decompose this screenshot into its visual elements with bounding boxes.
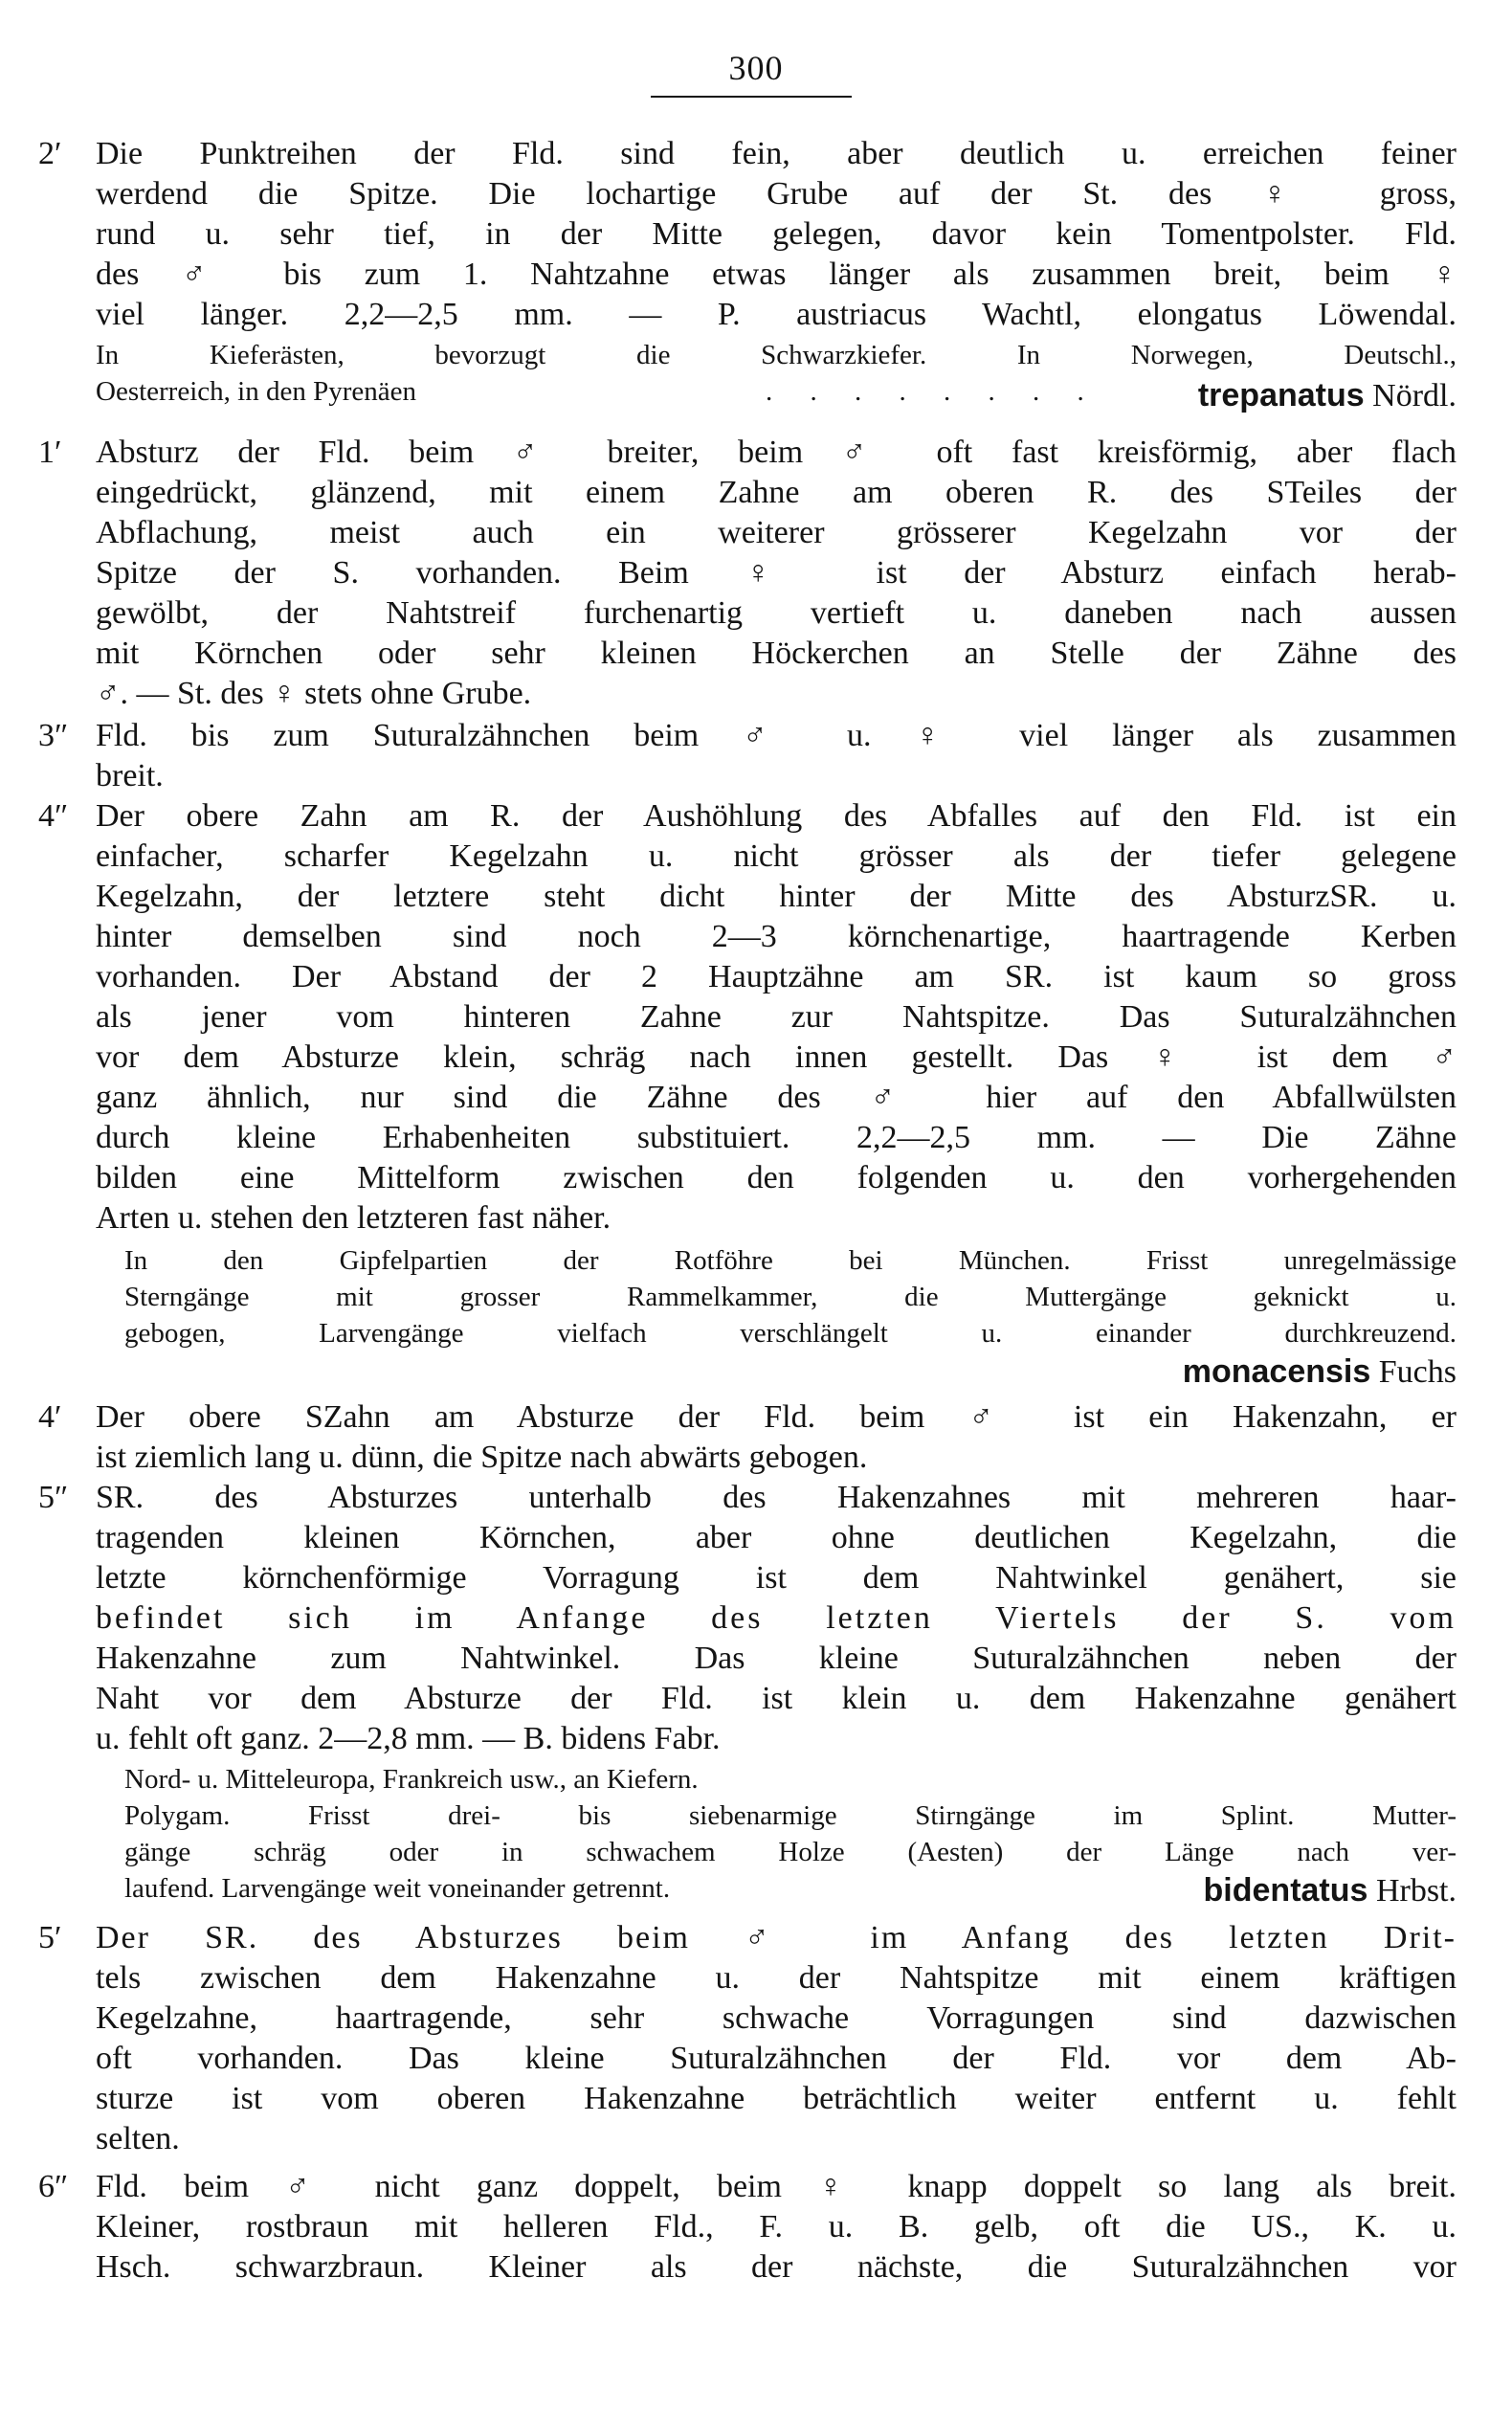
- entry-marker: 1′: [38, 435, 62, 470]
- entry-text: [96, 2167, 1456, 2288]
- text-line: selten.: [96, 2121, 180, 2156]
- species-name: [1204, 1870, 1456, 1910]
- text-line: viel länger. 2,2—2,5 mm. — P. austriacus Wachtl, elongatus Löwendal.: [96, 297, 1456, 332]
- text-line: befindet sich im Anfange des letzten Viertels der S. vom: [96, 1600, 1456, 1636]
- text-line: durch kleine Erhabenheiten substituiert. 2,2—2,5 mm. — Die Zähne: [96, 1120, 1456, 1155]
- entry-marker: 4′: [38, 1399, 62, 1435]
- entry-text: [96, 796, 1456, 1239]
- text-line: Arten u. stehen den letzteren fast näher.: [96, 1200, 611, 1236]
- text-line: Der obere SZahn am Absturze der Fld. beim ♂ ist ein Hakenzahn, er: [96, 1399, 1456, 1435]
- entry-marker: 3″: [38, 718, 69, 753]
- text-line: des ♂ bis zum 1. Nahtzahne etwas länger als zusammen breit, beim ♀: [96, 257, 1456, 292]
- species-author: Fuchs: [1378, 1354, 1456, 1390]
- species-label: trepanatus: [1197, 377, 1365, 413]
- text-line: eingedrückt, glänzend, mit einem Zahne am oberen R. des STeiles der: [96, 475, 1456, 510]
- text-line: Der obere Zahn am R. der Aushöhlung des Abfalles auf den Fld. ist ein: [96, 798, 1456, 834]
- note-line: gänge schräg oder in schwachem Holze (Aesten) der Länge nach ver-: [124, 1837, 1456, 1867]
- species-author: Hrbst.: [1375, 1873, 1456, 1909]
- species-author: Nördl.: [1372, 378, 1456, 413]
- text-line: Der SR. des Absturzes beim ♂ im Anfang des letzten Drit-: [96, 1920, 1456, 1955]
- text-line: ganz ähnlich, nur sind die Zähne des ♂ hier auf den Abfallwülsten: [96, 1080, 1456, 1115]
- text-line: letzte körnchenförmige Vorragung ist dem Nahtwinkel genähert, sie: [96, 1560, 1456, 1596]
- text-line: Fld. bis zum Suturalzähnchen beim ♂ u. ♀ viel länger als zusammen: [96, 718, 1456, 753]
- text-line: Die Punktreihen der Fld. sind fein, aber deutlich u. erreichen feiner: [96, 136, 1456, 171]
- habitat-note: [124, 1242, 1456, 1351]
- note-line-text: Oesterreich, in den Pyrenäen: [96, 376, 416, 407]
- text-line: Kegelzahn, der letztere steht dicht hinter der Mitte des AbsturzSR. u.: [96, 879, 1456, 914]
- note-line: In Kieferästen, bevorzugt die Schwarzkiefer. In Norwegen, Deutschl.,: [96, 340, 1456, 370]
- entry-text: [96, 1397, 1456, 1478]
- text-line: als jener vom hinteren Zahne zur Nahtspitze. Das Suturalzähnchen: [96, 999, 1456, 1035]
- text-line: breit.: [96, 758, 164, 793]
- entry-text: [96, 134, 1456, 335]
- text-line: tragenden kleinen Körnchen, aber ohne deutlichen Kegelzahn, die: [96, 1520, 1456, 1555]
- note-line: Nord- u. Mitteleuropa, Frankreich usw., an Kiefern.: [124, 1764, 699, 1795]
- text-line: vorhanden. Der Abstand der 2 Hauptzähne am SR. ist kaum so gross: [96, 959, 1456, 994]
- species-label: monacensis: [1182, 1353, 1371, 1390]
- note-line: laufend. Larvengänge weit voneinander getrennt.: [124, 1873, 671, 1904]
- text-line: Absturz der Fld. beim ♂ breiter, beim ♂ oft fast kreisförmig, aber flach: [96, 435, 1456, 470]
- text-line: Naht vor dem Absturze der Fld. ist klein u. dem Hakenzahne genähert: [96, 1681, 1456, 1716]
- entry-marker: 5″: [38, 1480, 69, 1515]
- text-line: ist ziemlich lang u. dünn, die Spitze nach abwärts gebogen.: [96, 1440, 868, 1475]
- document-page: [38, 0, 1474, 2434]
- species-name: [1198, 375, 1456, 415]
- text-line: Spitze der S. vorhanden. Beim ♀ ist der Absturz einfach herab-: [96, 555, 1456, 591]
- text-line: rund u. sehr tief, in der Mitte gelegen, davor kein Tomentpolster. Fld.: [96, 216, 1456, 252]
- text-line: Fld. beim ♂ nicht ganz doppelt, beim ♀ knapp doppelt so lang als breit.: [96, 2169, 1456, 2204]
- note-line: gebogen, Larvengänge vielfach verschlängelt u. einander durchkreuzend.: [124, 1318, 1456, 1349]
- note-line: Sterngänge mit grosser Rammelkammer, die Muttergänge geknickt u.: [124, 1282, 1456, 1312]
- entry-text: [96, 433, 1456, 714]
- entry-marker: 6″: [38, 2169, 69, 2204]
- text-line: ♂. — St. des ♀ stets ohne Grube.: [96, 676, 532, 711]
- species-label: bidentatus: [1203, 1872, 1368, 1909]
- text-line: oft vorhanden. Das kleine Suturalzähnchen der Fld. vor dem Ab-: [96, 2041, 1456, 2076]
- text-line: Kegelzahne, haartragende, sehr schwache Vorragungen sind dazwischen: [96, 2000, 1456, 2036]
- text-line: werdend die Spitze. Die lochartige Grube auf der St. des ♀ gross,: [96, 176, 1456, 212]
- text-line: Hakenzahne zum Nahtwinkel. Das kleine Suturalzähnchen neben der: [96, 1641, 1456, 1676]
- note-line: Polygam. Frisst drei- bis siebenarmige Stirngänge im Splint. Mutter-: [124, 1800, 1456, 1831]
- text-line: mit Körnchen oder sehr kleinen Höckerchen an Stelle der Zähne des: [96, 636, 1456, 671]
- text-line: gewölbt, der Nahtstreif furchenartig vertieft u. daneben nach aussen: [96, 595, 1456, 631]
- text-line: Hsch. schwarzbraun. Kleiner als der nächste, die Suturalzähnchen vor: [96, 2249, 1456, 2285]
- entry-marker: 4″: [38, 798, 69, 834]
- text-line: tels zwischen dem Hakenzahne u. der Nahtspitze mit einem kräftigen: [96, 1960, 1456, 1996]
- note-line: In den Gipfelpartien der Rotföhre bei München. Frisst unregelmässige: [124, 1245, 1456, 1276]
- page-number: 300: [728, 49, 784, 87]
- page-number-rule: [651, 96, 852, 98]
- text-line: SR. des Absturzes unterhalb des Hakenzahnes mit mehreren haar-: [96, 1480, 1456, 1515]
- entry-marker: 2′: [38, 136, 62, 171]
- text-line: Abflachung, meist auch ein weiterer grösserer Kegelzahn vor der: [96, 515, 1456, 550]
- entry-text: [96, 716, 1456, 796]
- text-line: einfacher, scharfer Kegelzahn u. nicht grösser als der tiefer gelegene: [96, 838, 1456, 874]
- text-line: Kleiner, rostbraun mit helleren Fld., F. u. B. gelb, oft die US., K. u.: [96, 2209, 1456, 2244]
- text-line: sturze ist vom oberen Hakenzahne beträchtlich weiter entfernt u. fehlt: [96, 2081, 1456, 2116]
- species-name: [1183, 1351, 1456, 1392]
- entry-text: [96, 1478, 1456, 1759]
- text-line: vor dem Absturze klein, schräg nach innen gestellt. Das ♀ ist dem ♂: [96, 1039, 1456, 1075]
- entry-text: [96, 1918, 1456, 2159]
- text-line: bilden eine Mittelform zwischen den folgenden u. den vorhergehenden: [96, 1160, 1456, 1195]
- leader-dots: . . . . . . . .: [766, 376, 1100, 407]
- text-line: hinter demselben sind noch 2—3 körnchenartige, haartragende Kerben: [96, 919, 1456, 954]
- entry-marker: 5′: [38, 1920, 62, 1955]
- text-line: u. fehlt oft ganz. 2—2,8 mm. — B. bidens Fabr.: [96, 1721, 721, 1756]
